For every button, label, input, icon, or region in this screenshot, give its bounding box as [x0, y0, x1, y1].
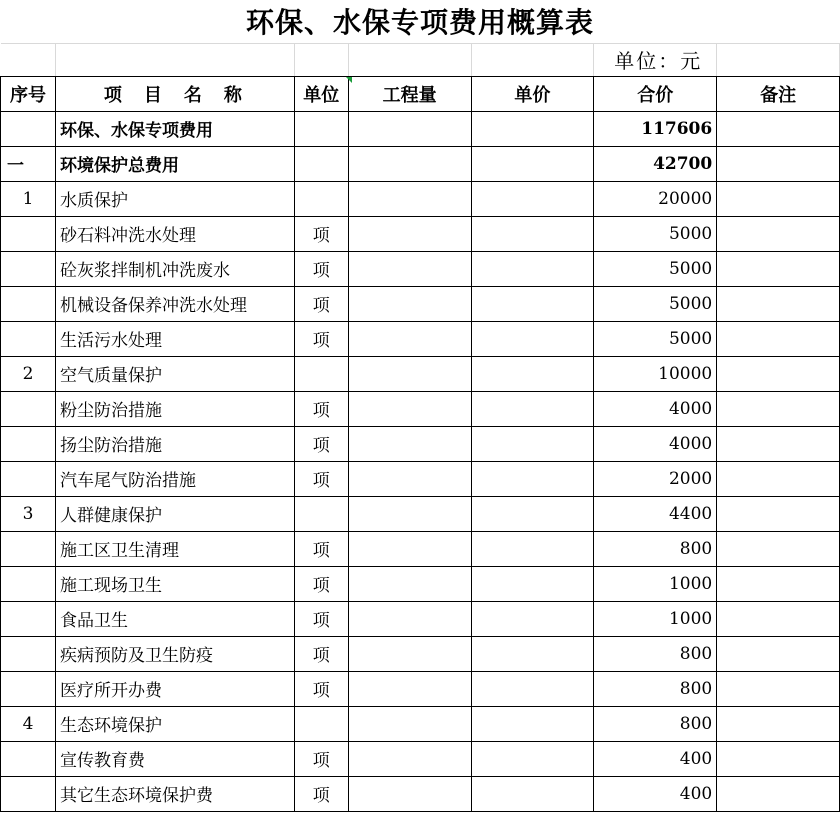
- cell-name[interactable]: 空气质量保护: [55, 356, 294, 391]
- cell-no[interactable]: [1, 636, 56, 671]
- cell-note[interactable]: [717, 671, 840, 706]
- cell-price[interactable]: [471, 741, 594, 776]
- cell-total[interactable]: 800: [594, 671, 717, 706]
- table-row: [1, 286, 840, 321]
- cell-total[interactable]: 800: [594, 636, 717, 671]
- cell-no[interactable]: [1, 286, 56, 321]
- cell-total[interactable]: 10000: [594, 356, 717, 391]
- cell-unit[interactable]: 项: [294, 671, 348, 706]
- cell-total[interactable]: 800: [594, 706, 717, 741]
- cell-no[interactable]: [1, 741, 56, 776]
- cell-price[interactable]: [471, 391, 594, 426]
- cell-price[interactable]: [471, 356, 594, 391]
- title-row: [1, 0, 840, 43]
- empty-cell[interactable]: [294, 43, 348, 76]
- header-name[interactable]: 项目名称: [55, 76, 294, 111]
- cell-name[interactable]: 汽车尾气防治措施: [55, 461, 294, 496]
- cell-no[interactable]: [1, 601, 56, 636]
- cell-note[interactable]: [717, 216, 840, 251]
- table-row: [1, 706, 840, 741]
- cell-name[interactable]: 水质保护: [55, 181, 294, 216]
- cell-name[interactable]: 施工区卫生清理: [55, 531, 294, 566]
- cell-note[interactable]: [717, 741, 840, 776]
- table-row: [1, 566, 840, 601]
- cell-unit[interactable]: [294, 111, 348, 146]
- table-row: [1, 776, 840, 811]
- cell-name[interactable]: 生态环境保护: [55, 706, 294, 741]
- currency-unit-label[interactable]: 单位：元: [594, 43, 717, 76]
- header-row: [1, 76, 840, 111]
- cell-name[interactable]: 人群健康保护: [55, 496, 294, 531]
- cell-note[interactable]: [717, 286, 840, 321]
- cell-no[interactable]: 4: [1, 706, 56, 741]
- empty-cell[interactable]: [717, 43, 840, 76]
- cell-unit[interactable]: 项: [294, 426, 348, 461]
- cell-price[interactable]: [471, 321, 594, 356]
- cell-qty[interactable]: [348, 391, 471, 426]
- empty-cell[interactable]: [471, 43, 594, 76]
- table-row: [1, 391, 840, 426]
- cell-unit[interactable]: [294, 356, 348, 391]
- cell-total[interactable]: 5000: [594, 216, 717, 251]
- cell-name[interactable]: 环境保护总费用: [55, 146, 294, 181]
- cell-unit[interactable]: 项: [294, 636, 348, 671]
- cell-total[interactable]: 20000: [594, 181, 717, 216]
- cell-no[interactable]: [1, 111, 56, 146]
- cell-name[interactable]: 环保、水保专项费用: [55, 111, 294, 146]
- cell-price[interactable]: [471, 146, 594, 181]
- cell-price[interactable]: [471, 461, 594, 496]
- table-row: [1, 601, 840, 636]
- table-row: [1, 741, 840, 776]
- cell-qty[interactable]: [348, 111, 471, 146]
- cell-price[interactable]: [471, 776, 594, 811]
- cell-note[interactable]: [717, 776, 840, 811]
- cell-unit[interactable]: 项: [294, 216, 348, 251]
- header-note[interactable]: 备注: [717, 76, 840, 111]
- cell-unit[interactable]: 项: [294, 391, 348, 426]
- cell-qty[interactable]: [348, 286, 471, 321]
- cell-qty[interactable]: [348, 216, 471, 251]
- cell-name[interactable]: 粉尘防治措施: [55, 391, 294, 426]
- cell-unit[interactable]: 项: [294, 461, 348, 496]
- cell-unit[interactable]: [294, 706, 348, 741]
- unit-row: [1, 43, 840, 76]
- table-row: [1, 111, 840, 146]
- cell-no[interactable]: [1, 426, 56, 461]
- cell-qty[interactable]: [348, 426, 471, 461]
- cell-note[interactable]: [717, 111, 840, 146]
- cell-name[interactable]: 施工现场卫生: [55, 566, 294, 601]
- cell-qty[interactable]: [348, 776, 471, 811]
- cell-qty[interactable]: [348, 321, 471, 356]
- cell-note[interactable]: [717, 531, 840, 566]
- cell-total[interactable]: 2000: [594, 461, 717, 496]
- header-unit[interactable]: 单位: [294, 76, 348, 111]
- cell-qty[interactable]: [348, 671, 471, 706]
- cell-total[interactable]: 1000: [594, 601, 717, 636]
- header-no[interactable]: 序号: [1, 76, 56, 111]
- cell-name[interactable]: 砂石料冲洗水处理: [55, 216, 294, 251]
- table-row: [1, 356, 840, 391]
- cell-unit[interactable]: 项: [294, 251, 348, 286]
- table-row: [1, 321, 840, 356]
- cell-qty[interactable]: [348, 531, 471, 566]
- cell-name[interactable]: 扬尘防治措施: [55, 426, 294, 461]
- cell-name[interactable]: 生活污水处理: [55, 321, 294, 356]
- header-price[interactable]: 单价: [471, 76, 594, 111]
- cell-price[interactable]: [471, 496, 594, 531]
- cell-comment-marker: [346, 77, 352, 83]
- cell-total[interactable]: 5000: [594, 321, 717, 356]
- cell-unit[interactable]: 项: [294, 321, 348, 356]
- cell-unit[interactable]: [294, 181, 348, 216]
- cell-no[interactable]: 3: [1, 496, 56, 531]
- cell-price[interactable]: [471, 426, 594, 461]
- cell-qty[interactable]: [348, 706, 471, 741]
- cell-unit[interactable]: 项: [294, 601, 348, 636]
- cell-price[interactable]: [471, 566, 594, 601]
- cell-unit[interactable]: 项: [294, 286, 348, 321]
- cell-note[interactable]: [717, 461, 840, 496]
- cell-unit[interactable]: 项: [294, 566, 348, 601]
- cell-note[interactable]: [717, 601, 840, 636]
- cell-total[interactable]: 800: [594, 531, 717, 566]
- cell-qty[interactable]: [348, 146, 471, 181]
- empty-cell[interactable]: [1, 43, 56, 76]
- cell-total[interactable]: 5000: [594, 286, 717, 321]
- cell-total[interactable]: 4400: [594, 496, 717, 531]
- cell-price[interactable]: [471, 286, 594, 321]
- cell-price[interactable]: [471, 531, 594, 566]
- cell-no[interactable]: [1, 461, 56, 496]
- cell-qty[interactable]: [348, 461, 471, 496]
- empty-cell[interactable]: [55, 43, 294, 76]
- table-row: [1, 461, 840, 496]
- cell-no[interactable]: [1, 671, 56, 706]
- cell-unit[interactable]: [294, 146, 348, 181]
- cell-name[interactable]: 机械设备保养冲洗水处理: [55, 286, 294, 321]
- cell-unit[interactable]: 项: [294, 531, 348, 566]
- cell-unit[interactable]: 项: [294, 741, 348, 776]
- cell-note[interactable]: [717, 566, 840, 601]
- table-row: [1, 496, 840, 531]
- cell-note[interactable]: [717, 251, 840, 286]
- cell-price[interactable]: [471, 636, 594, 671]
- cell-note[interactable]: [717, 181, 840, 216]
- cell-name[interactable]: 医疗所开办费: [55, 671, 294, 706]
- empty-cell[interactable]: [348, 43, 471, 76]
- header-qty[interactable]: 工程量: [348, 76, 471, 111]
- table-row: [1, 531, 840, 566]
- cell-qty[interactable]: [348, 601, 471, 636]
- cell-note[interactable]: [717, 706, 840, 741]
- cell-qty[interactable]: [348, 636, 471, 671]
- header-total[interactable]: 合价: [594, 76, 717, 111]
- cell-no[interactable]: [1, 531, 56, 566]
- cell-total[interactable]: 4000: [594, 391, 717, 426]
- cell-note[interactable]: [717, 391, 840, 426]
- cell-price[interactable]: [471, 216, 594, 251]
- cell-no[interactable]: 一: [1, 146, 56, 181]
- cell-qty[interactable]: [348, 741, 471, 776]
- cell-no[interactable]: [1, 321, 56, 356]
- table-row: [1, 181, 840, 216]
- cell-total[interactable]: 4000: [594, 426, 717, 461]
- cell-unit[interactable]: 项: [294, 776, 348, 811]
- cell-qty[interactable]: [348, 181, 471, 216]
- cell-price[interactable]: [471, 671, 594, 706]
- table-row: [1, 426, 840, 461]
- cell-note[interactable]: [717, 496, 840, 531]
- cell-note[interactable]: [717, 356, 840, 391]
- cell-name[interactable]: 食品卫生: [55, 601, 294, 636]
- table-row: [1, 671, 840, 706]
- cell-qty[interactable]: [348, 496, 471, 531]
- table-row: [1, 216, 840, 251]
- cell-note[interactable]: [717, 426, 840, 461]
- sheet-title[interactable]: 环保、水保专项费用概算表: [1, 0, 840, 43]
- cell-no[interactable]: [1, 566, 56, 601]
- cell-total[interactable]: 1000: [594, 566, 717, 601]
- cell-note[interactable]: [717, 636, 840, 671]
- table-row: [1, 146, 840, 181]
- cell-price[interactable]: [471, 111, 594, 146]
- cell-no[interactable]: [1, 251, 56, 286]
- cell-no[interactable]: [1, 776, 56, 811]
- cell-total[interactable]: 5000: [594, 251, 717, 286]
- cell-unit[interactable]: [294, 496, 348, 531]
- cell-price[interactable]: [471, 706, 594, 741]
- cell-name[interactable]: 其它生态环境保护费: [55, 776, 294, 811]
- cell-total[interactable]: 117606: [594, 111, 717, 146]
- table-row: [1, 636, 840, 671]
- cell-no[interactable]: 1: [1, 181, 56, 216]
- cell-total[interactable]: 42700: [594, 146, 717, 181]
- cell-total[interactable]: 400: [594, 741, 717, 776]
- cell-total[interactable]: 400: [594, 776, 717, 811]
- cell-no[interactable]: 2: [1, 356, 56, 391]
- cell-qty[interactable]: [348, 251, 471, 286]
- table-row: [1, 251, 840, 286]
- cell-price[interactable]: [471, 601, 594, 636]
- cell-no[interactable]: [1, 391, 56, 426]
- cell-price[interactable]: [471, 181, 594, 216]
- cell-no[interactable]: [1, 216, 56, 251]
- cell-name[interactable]: 宣传教育费: [55, 741, 294, 776]
- cell-qty[interactable]: [348, 356, 471, 391]
- cell-qty[interactable]: [348, 566, 471, 601]
- cell-note[interactable]: [717, 321, 840, 356]
- cell-price[interactable]: [471, 251, 594, 286]
- cell-name[interactable]: 砼灰浆拌制机冲洗废水: [55, 251, 294, 286]
- cell-name[interactable]: 疾病预防及卫生防疫: [55, 636, 294, 671]
- cell-note[interactable]: [717, 146, 840, 181]
